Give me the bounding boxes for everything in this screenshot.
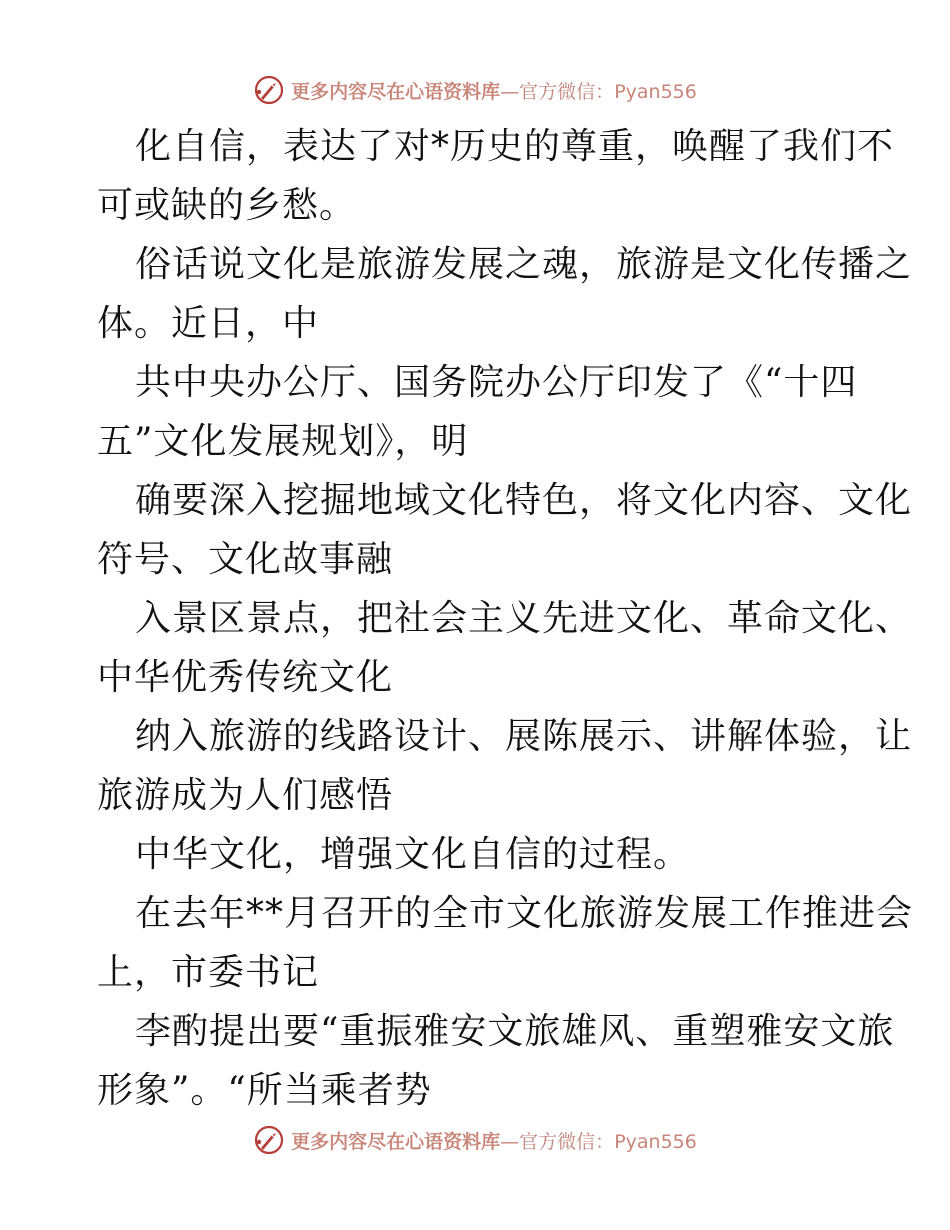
watermark-dash: — bbox=[500, 1130, 520, 1153]
text-line: 俗话说文化是旅游发展之魂，旅游是文化传播之 bbox=[135, 244, 913, 285]
text-line: 入景区景点，把社会主义先进文化、革命文化、 bbox=[135, 598, 913, 639]
watermark-brand: 更多内容尽在心语资料库 bbox=[291, 80, 501, 103]
text-line: 李酌提出要“重振雅安文旅雄风、重塑雅安文旅 bbox=[135, 1011, 895, 1052]
footer-watermark bbox=[0, 1120, 950, 1160]
text-line: 纳入旅游的线路设计、展陈展示、讲解体验，让 bbox=[135, 716, 913, 757]
text-line: 确要深入挖掘地域文化特色，将文化内容、文化 bbox=[135, 480, 913, 521]
text-line: 共中央办公厅、国务院办公厅印发了《“十四 bbox=[135, 362, 858, 403]
watermark-group bbox=[253, 74, 697, 106]
watermark-group bbox=[253, 1124, 697, 1156]
watermark-text bbox=[291, 1127, 697, 1154]
text-line: 上，市委书记 bbox=[97, 952, 320, 993]
watermark-text bbox=[291, 77, 697, 104]
text-line: 体。近日，中 bbox=[97, 303, 320, 344]
text-line: 可或缺的乡愁。 bbox=[97, 185, 357, 226]
text-line: 旅游成为人们感悟 bbox=[97, 775, 394, 816]
text-line: 在去年**月召开的全市文化旅游发展工作推进会 bbox=[135, 893, 914, 934]
text-line: 符号、文化故事融 bbox=[97, 539, 394, 580]
watermark-id: Pyan556 bbox=[614, 1130, 697, 1153]
text-line: 五”文化发展规划》，明 bbox=[97, 421, 469, 462]
text-line: 中华优秀传统文化 bbox=[97, 657, 394, 698]
watermark-label: 官方微信： bbox=[519, 80, 615, 103]
text-line: 中华文化，增强文化自信的过程。 bbox=[135, 834, 691, 875]
watermark-brand: 更多内容尽在心语资料库 bbox=[291, 1130, 501, 1153]
text-line: 化自信，表达了对*历史的尊重，唤醒了我们不 bbox=[135, 126, 895, 167]
pen-nib-logo-icon bbox=[253, 1124, 285, 1156]
watermark-id: Pyan556 bbox=[614, 80, 697, 103]
watermark-label: 官方微信： bbox=[519, 1130, 615, 1153]
header-watermark bbox=[0, 70, 950, 110]
text-line: 形象”。“所当乘者势 bbox=[97, 1070, 432, 1111]
pen-nib-logo-icon bbox=[253, 74, 285, 106]
watermark-dash: — bbox=[500, 80, 520, 103]
document-body bbox=[97, 117, 914, 1120]
